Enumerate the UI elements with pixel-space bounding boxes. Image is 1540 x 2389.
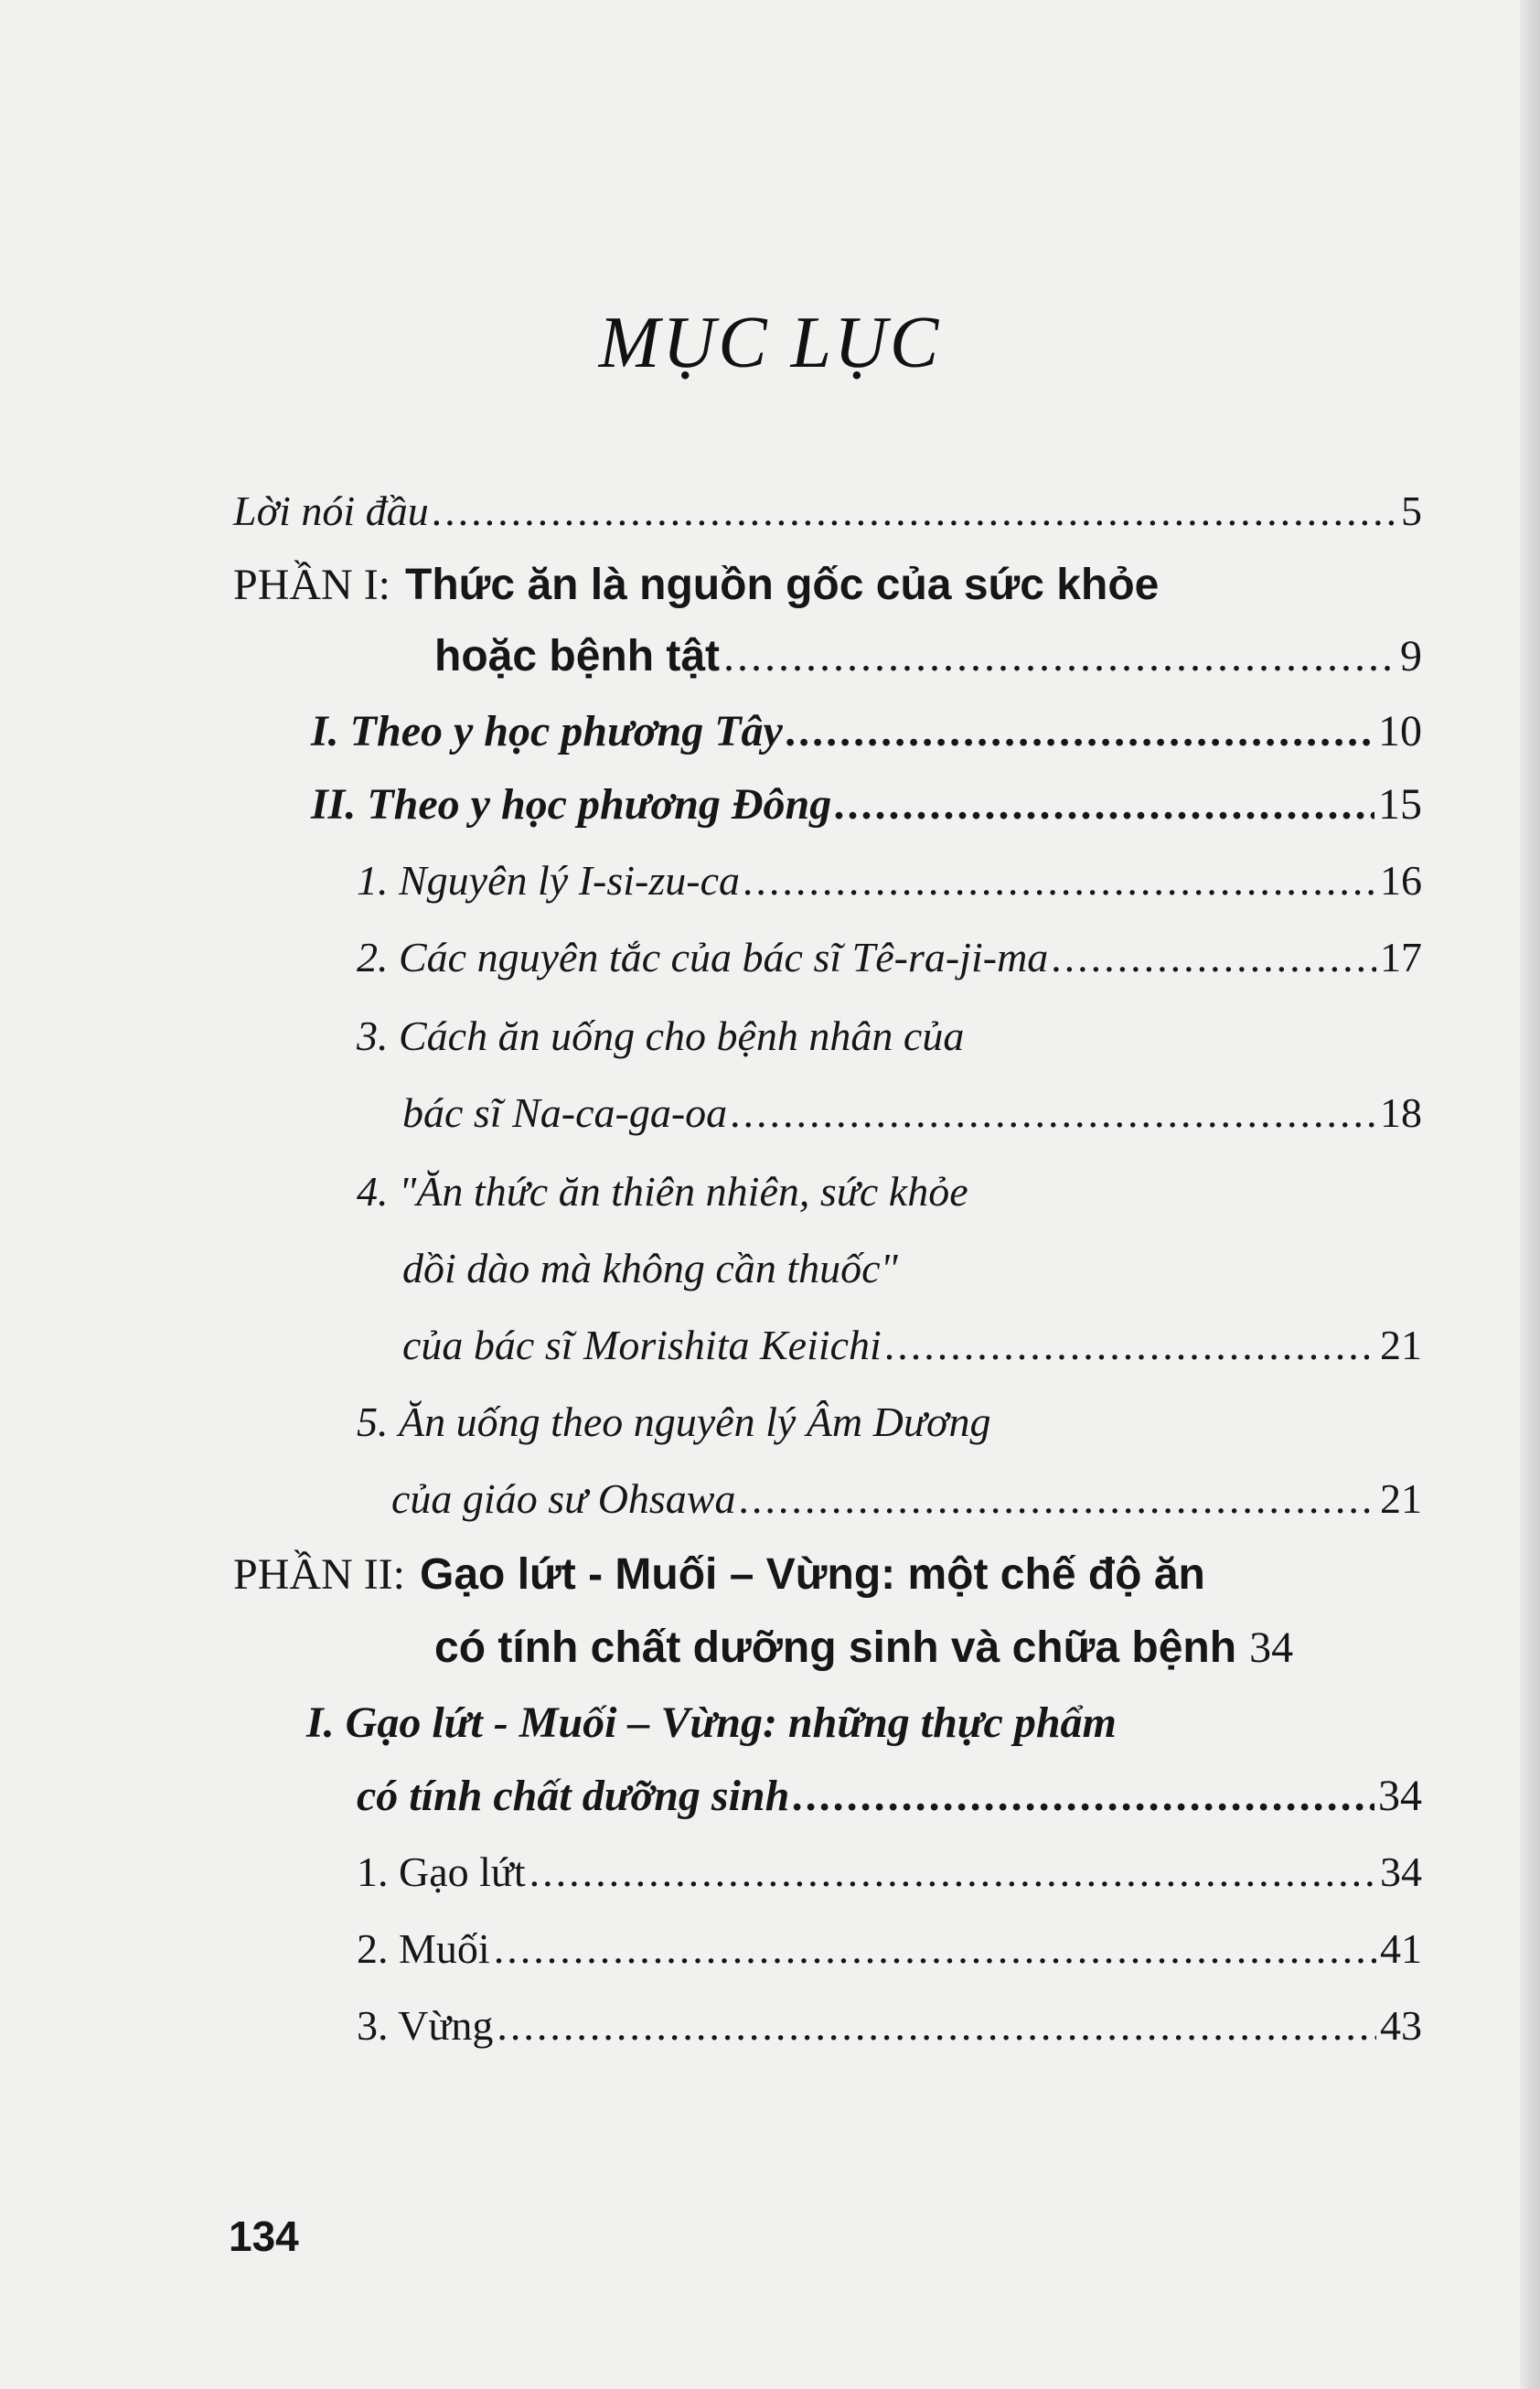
toc-entry-western-medicine bbox=[311, 706, 1422, 756]
toc-entry-label: II. Theo y học phương Đông bbox=[311, 780, 832, 829]
toc-part-prefix: PHẦN I: bbox=[233, 561, 391, 609]
toc-leader-dots bbox=[885, 1321, 1376, 1369]
toc-entry-item1 bbox=[357, 856, 1422, 905]
toc-leader-dots bbox=[786, 706, 1374, 756]
toc-entry-label: 1. Gạo lứt bbox=[357, 1848, 526, 1895]
toc-part2-heading-line2 bbox=[434, 1623, 1422, 1673]
toc-leader-dots bbox=[1052, 933, 1376, 981]
toc-entry-label: 1. Nguyên lý I-si-zu-ca bbox=[357, 857, 740, 904]
page-title: MỤC LỤC bbox=[598, 303, 942, 383]
toc-entry-part2-sec1-line2 bbox=[357, 1771, 1422, 1821]
toc-entry-part2-sec1-line1 bbox=[306, 1698, 1117, 1748]
toc-entry-salt bbox=[357, 1924, 1422, 1973]
toc-page-number: 10 bbox=[1378, 707, 1422, 755]
toc-entry-item4-line2 bbox=[402, 1244, 898, 1292]
toc-part2-heading bbox=[233, 1549, 1205, 1600]
page-number: 134 bbox=[229, 2212, 299, 2260]
toc-part-title-line2: có tính chất dưỡng sinh và chữa bệnh bbox=[434, 1623, 1237, 1672]
toc-entry-label: 2. Các nguyên tắc của bác sĩ Tê-ra-ji-ma bbox=[357, 934, 1049, 980]
toc-entry-item5-line2 bbox=[391, 1474, 1422, 1523]
toc-leader-dots bbox=[731, 1088, 1376, 1137]
toc-entry-label: 3. Vừng bbox=[357, 2002, 494, 2049]
toc-entry-item4-line1 bbox=[357, 1167, 968, 1216]
toc-leader-dots bbox=[835, 779, 1374, 830]
toc-entry-brown-rice bbox=[357, 1848, 1422, 1896]
toc-page-number: 21 bbox=[1380, 1322, 1422, 1368]
toc-part1-heading-line2 bbox=[434, 631, 1422, 681]
toc-entry-label: 3. Cách ăn uống cho bệnh nhân của bbox=[357, 1012, 965, 1059]
toc-entry-label: của bác sĩ Morishita Keiichi bbox=[402, 1322, 882, 1368]
toc-entry-item5-line1 bbox=[357, 1398, 991, 1446]
toc-leader-dots bbox=[793, 1771, 1374, 1821]
toc-entry-label: 5. Ăn uống theo nguyên lý Âm Dương bbox=[357, 1398, 991, 1445]
toc-entry-eastern-medicine bbox=[311, 779, 1422, 830]
toc-leader-dots bbox=[529, 1848, 1376, 1896]
toc-part1-heading bbox=[233, 560, 1159, 610]
toc-page-number: 34 bbox=[1378, 1772, 1422, 1820]
toc-entry-label: bác sĩ Na-ca-ga-oa bbox=[402, 1089, 728, 1136]
toc-leader-dots bbox=[433, 487, 1397, 535]
toc-part-title-line1: Thức ăn là nguồn gốc của sức khỏe bbox=[405, 561, 1160, 609]
toc-page-number: 41 bbox=[1380, 1925, 1422, 1972]
toc-entry-label: I. Gạo lứt - Muối – Vừng: những thực phẩm bbox=[306, 1698, 1117, 1747]
toc-page-number: 34 bbox=[1249, 1623, 1294, 1672]
toc-entry-item3-line2 bbox=[402, 1088, 1422, 1137]
toc-leader-dots bbox=[497, 2001, 1376, 2050]
toc-entry-label: có tính chất dưỡng sinh bbox=[357, 1772, 790, 1820]
toc-entry-item4-line3 bbox=[402, 1321, 1422, 1369]
toc-part-title-line1: Gạo lứt - Muối – Vừng: một chế độ ăn bbox=[420, 1550, 1205, 1599]
toc-entry-label: 2. Muối bbox=[357, 1925, 490, 1972]
toc-leader-dots bbox=[743, 856, 1376, 905]
toc-entry-item3-line1 bbox=[357, 1012, 964, 1060]
toc-page-number: 16 bbox=[1380, 857, 1422, 904]
toc-page-number: 17 bbox=[1380, 934, 1422, 980]
toc-leader-dots bbox=[740, 1474, 1377, 1523]
toc-page-number: 15 bbox=[1378, 780, 1422, 829]
toc-page-number: 18 bbox=[1380, 1089, 1422, 1136]
toc-page-number: 5 bbox=[1401, 487, 1422, 534]
toc-page-number: 43 bbox=[1380, 2002, 1422, 2049]
toc-leader-dots bbox=[723, 631, 1396, 681]
toc-entry-label: 4. "Ăn thức ăn thiên nhiên, sức khỏe bbox=[357, 1168, 968, 1215]
toc-entry-sesame bbox=[357, 2001, 1422, 2050]
toc-entry-label: I. Theo y học phương Tây bbox=[311, 707, 783, 755]
toc-page-number: 21 bbox=[1380, 1475, 1422, 1522]
toc-page-number: 34 bbox=[1380, 1848, 1422, 1895]
toc-entry-item2 bbox=[357, 933, 1422, 981]
toc-leader-dots bbox=[494, 1924, 1376, 1973]
toc-page-number: 9 bbox=[1400, 632, 1422, 680]
toc-part-prefix: PHẦN II: bbox=[233, 1550, 405, 1599]
toc-entry-label: Lời nói đầu bbox=[233, 487, 429, 534]
toc-part-title-line2: hoặc bệnh tật bbox=[434, 632, 721, 680]
toc-entry-label: dồi dào mà không cần thuốc" bbox=[402, 1245, 898, 1291]
toc-entry-preface bbox=[233, 487, 1422, 535]
toc-entry-label: của giáo sư Ohsawa bbox=[391, 1475, 736, 1522]
